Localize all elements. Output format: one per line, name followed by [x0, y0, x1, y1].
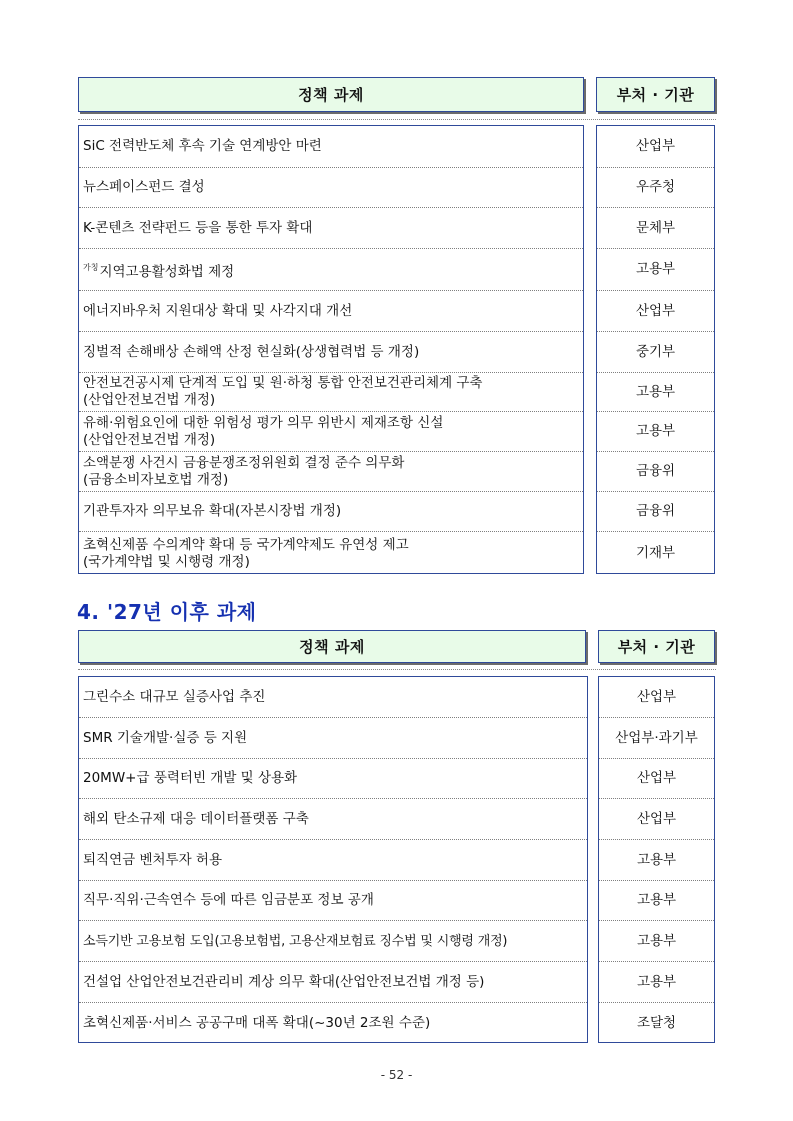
dept-text: 고용부: [636, 851, 677, 868]
table-row: [599, 759, 714, 799]
task-text-body: 지역고용활성화법 제정: [99, 263, 235, 280]
table1-header-dept-label: 부처 · 기관: [616, 86, 695, 104]
dept-text: 산업부: [635, 138, 676, 154]
table1-dept-column: [596, 125, 715, 574]
table2-header-dept-label: 부처 · 기관: [617, 638, 696, 656]
dept-text: 조달청: [636, 1015, 677, 1031]
dept-text: 산업부: [636, 688, 677, 705]
table1-header-task: [78, 77, 584, 112]
task-text: [83, 455, 404, 489]
task-text: 그린수소 대규모 실증사업 추진: [83, 688, 266, 705]
table-row: [599, 677, 714, 718]
table-row: [597, 492, 714, 532]
task-text: 퇴직연금 벤처투자 허용: [83, 851, 222, 868]
table-row: [599, 799, 714, 840]
task-text: 20MW+급 풍력터빈 개발 및 상용화: [83, 770, 298, 786]
table-row: [599, 1003, 714, 1044]
task-line-2: (산업안전보건법 개정): [83, 431, 216, 448]
section-title: 4. '27년 이후 과제: [77, 600, 257, 624]
task-prefix: 가칭: [83, 262, 99, 272]
table-row: [599, 962, 714, 1003]
table-row: [79, 249, 583, 291]
table-row: [599, 881, 714, 921]
table1-header-dept: [596, 77, 715, 112]
table2-header-separator: [78, 669, 716, 670]
task-text: [83, 259, 234, 281]
table-row: [597, 249, 714, 291]
task-text: SMR 기술개발·실증 등 지원: [83, 729, 248, 746]
task-text: 해외 탄소규제 대응 데이터플랫폼 구축: [83, 810, 309, 827]
task-text: K-콘텐츠 전략펀드 등을 통한 투자 확대: [83, 219, 313, 236]
task-line-2: (금융소비자보호법 개정): [83, 471, 229, 488]
table-row: [79, 840, 587, 881]
table-row: [597, 332, 714, 373]
task-text: 기관투자자 의무보유 확대(자본시장법 개정): [83, 503, 342, 519]
task-text: 직무·직위·근속연수 등에 따른 임금분포 정보 공개: [83, 892, 374, 908]
table-row: [79, 412, 583, 452]
task-text: 건설업 산업안전보건관리비 계상 의무 확대(산업안전보건법 개정 등): [83, 973, 485, 990]
task-text: [83, 375, 482, 409]
dept-text: 산업부: [636, 770, 677, 786]
table-row: [79, 492, 583, 532]
table-row: [597, 532, 714, 575]
table2-dept-column: [598, 676, 715, 1043]
dept-text: 산업부: [636, 810, 677, 827]
table-row: [79, 291, 583, 332]
table-row: [79, 126, 583, 168]
dept-text: 고용부: [636, 892, 677, 908]
dept-text: 고용부: [636, 973, 677, 990]
table-row: [79, 1003, 587, 1044]
table2-task-column: [78, 676, 588, 1043]
table-row: [79, 677, 587, 718]
task-text: 징벌적 손해배상 손해액 산정 현실화(상생협력법 등 개정): [83, 343, 420, 360]
task-line-1: 안전보건공시제 단계적 도입 및 원·하청 통합 안전보건관리체계 구축: [83, 375, 483, 391]
table-row: [79, 332, 583, 373]
table1-header-separator: [78, 119, 716, 120]
table-row: [79, 373, 583, 412]
table-row: [599, 718, 714, 759]
dept-text: 기재부: [635, 545, 676, 561]
dept-text: 문체부: [635, 219, 676, 236]
table-row: [79, 532, 583, 575]
table-row: [79, 718, 587, 759]
table-row: [597, 373, 714, 412]
page-number: - 52 -: [380, 1068, 413, 1082]
table-row: [597, 126, 714, 168]
dept-text: 고용부: [635, 423, 676, 439]
task-text: SiC 전력반도체 후속 기술 연계방안 마련: [83, 138, 322, 154]
task-line-1: 소액분쟁 사건시 금융분쟁조정위원회 결정 준수 의무화: [83, 454, 405, 471]
table-row: [597, 291, 714, 332]
task-text: [83, 415, 443, 449]
task-text: 초혁신제품·서비스 공공구매 대폭 확대(~30년 2조원 수준): [83, 1015, 431, 1031]
table2-header-task-label: 정책 과제: [299, 638, 365, 656]
task-line-2: (국가계약법 및 시행령 개정): [83, 553, 250, 570]
table2-header-task: [78, 630, 586, 663]
task-line-1: 유해·위험요인에 대한 위험성 평가 의무 위반시 제재조항 신설: [83, 414, 444, 431]
dept-text: 금융위: [635, 463, 676, 479]
task-text: 소득기반 고용보험 도입(고용보험법, 고용산재보험료 징수법 및 시행령 개정): [83, 933, 508, 949]
dept-text: 고용부: [635, 383, 676, 400]
table-row: [79, 799, 587, 840]
table-row: [597, 208, 714, 249]
table-row: [597, 412, 714, 452]
dept-text: 산업부: [635, 302, 676, 319]
table-row: [79, 881, 587, 921]
table-row: [79, 168, 583, 208]
table-row: [599, 921, 714, 962]
table2-header-dept: [598, 630, 715, 663]
task-text: 뉴스페이스펀드 결성: [83, 179, 205, 195]
dept-text: 고용부: [635, 261, 676, 277]
table-row: [79, 452, 583, 492]
dept-text: 우주청: [635, 179, 676, 195]
task-text: [83, 537, 409, 571]
dept-text: 산업부·과기부: [615, 729, 698, 746]
table-row: [79, 759, 587, 799]
table-row: [79, 962, 587, 1003]
task-line-1: 초혁신제품 수의계약 확대 등 국가계약제도 유연성 제고: [83, 536, 409, 553]
table1-task-column: [78, 125, 584, 574]
dept-text: 금융위: [635, 503, 676, 519]
table-row: [599, 840, 714, 881]
dept-text: 중기부: [635, 343, 676, 360]
table-row: [597, 452, 714, 492]
table-row: [597, 168, 714, 208]
dept-text: 고용부: [636, 932, 677, 949]
task-text: 에너지바우처 지원대상 확대 및 사각지대 개선: [83, 302, 353, 319]
table1-header-task-label: 정책 과제: [298, 86, 364, 104]
table-row: [79, 208, 583, 249]
task-line-2: (산업안전보건법 개정): [83, 392, 216, 408]
table-row: [79, 921, 587, 962]
